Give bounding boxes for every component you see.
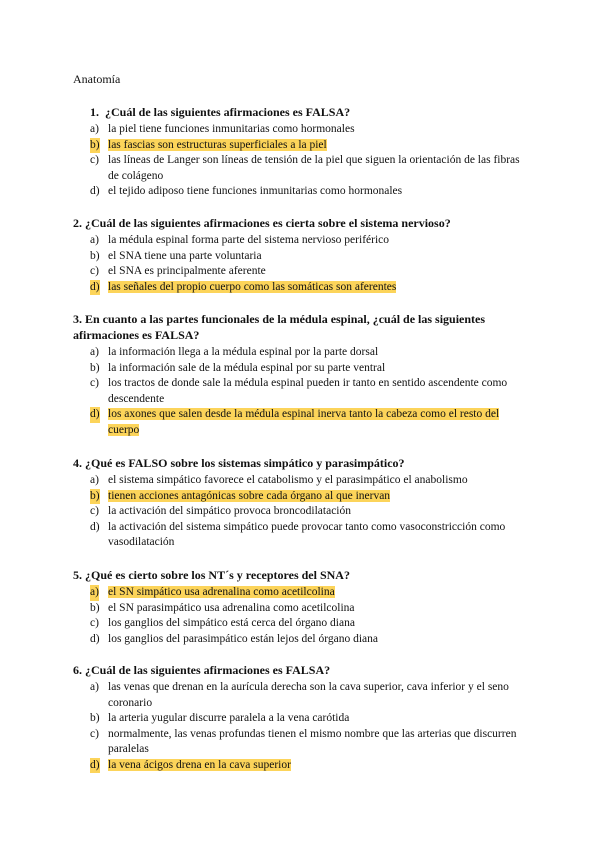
option-a — [73, 233, 533, 249]
option-letter: d) — [90, 407, 100, 423]
question-number: 6. — [73, 663, 82, 677]
option-text: tienen acciones antagónicas sobre cada órgano al que inervan — [108, 489, 391, 502]
option-d — [73, 632, 533, 648]
question-number: 5. — [73, 568, 82, 582]
option-c — [73, 264, 533, 280]
document-title: Anatomía — [73, 72, 121, 86]
option-text: el SN parasimpático usa adrenalina como acetilcolina — [108, 601, 355, 614]
question-text: En cuanto a las partes funcionales de la médula espinal, ¿cuál de las siguientes afirmaciones es FALSA? — [73, 312, 486, 342]
option-list — [73, 680, 533, 773]
option-letter: b) — [90, 601, 100, 614]
option-letter: b) — [90, 249, 100, 262]
option-text: las venas que drenan en la aurícula derecha son la cava superior, cava inferior y el seno coronario — [108, 681, 509, 709]
option-letter: a) — [90, 234, 99, 246]
question-text: ¿Qué es cierto sobre los NT´s y receptores del SNA? — [85, 568, 350, 582]
option-d — [73, 520, 533, 551]
option-text: los axones que salen desde la médula espinal inerva tanto la cabeza como el resto del cuerpo — [108, 408, 500, 436]
question-text: ¿Cuál de las siguientes afirmaciones es FALSA? — [85, 663, 331, 677]
question-title — [73, 215, 533, 231]
option-c — [73, 153, 533, 184]
question-6 — [73, 662, 533, 773]
option-c — [73, 616, 533, 632]
option-text: las fascias son estructuras superficiales a la piel — [108, 138, 327, 151]
option-letter: d) — [90, 758, 100, 774]
question-number: 1. — [90, 105, 99, 119]
question-text: ¿Qué es FALSO sobre los sistemas simpático y parasimpático? — [85, 456, 405, 470]
option-letter: a) — [90, 123, 99, 135]
option-d — [73, 280, 533, 296]
option-a — [73, 680, 533, 711]
option-a — [73, 473, 533, 489]
option-a — [73, 345, 533, 361]
question-title — [73, 104, 533, 120]
option-text: el SN simpático usa adrenalina como acetilcolina — [108, 586, 335, 598]
option-list — [73, 233, 533, 295]
question-number: 2. — [73, 216, 82, 230]
option-text: la activación del simpático provoca broncodilatación — [108, 505, 352, 517]
option-letter: c) — [90, 154, 99, 166]
option-letter: c) — [90, 377, 99, 389]
option-a — [73, 585, 533, 601]
option-letter: d) — [90, 185, 100, 197]
option-c — [73, 376, 533, 407]
option-text: la arteria yugular discurre paralela a la vena carótida — [108, 712, 350, 724]
option-text: el sistema simpático favorece el catabolismo y el parasimpático el anabolismo — [108, 474, 468, 486]
option-text: la activación del sistema simpático puede provocar tanto como vasoconstricción como vasodilatación — [108, 520, 506, 548]
question-4 — [73, 455, 533, 551]
question-title — [73, 311, 533, 343]
option-letter: b) — [90, 138, 100, 154]
option-letter: d) — [90, 632, 100, 645]
option-letter: b) — [90, 361, 100, 374]
option-text: la vena ácigos drena en la cava superior — [108, 758, 291, 771]
option-text: el SNA es principalmente aferente — [108, 265, 266, 277]
option-list — [73, 585, 533, 647]
option-text: los tractos de donde sale la médula espinal pueden ir tanto en sentido ascendente como descendente — [108, 377, 508, 405]
question-1 — [73, 104, 533, 200]
option-text: la información sale de la médula espinal por su parte ventral — [108, 361, 386, 374]
question-title — [73, 455, 533, 471]
question-number: 3. — [73, 312, 82, 326]
option-letter: d) — [90, 280, 100, 296]
option-list — [73, 473, 533, 551]
option-letter: c) — [90, 265, 99, 277]
option-text: el SNA tiene una parte voluntaria — [108, 249, 262, 262]
question-text: ¿Cuál de las siguientes afirmaciones es cierta sobre el sistema nervioso? — [85, 216, 451, 230]
option-letter: a) — [90, 474, 99, 486]
option-letter: b) — [90, 712, 100, 724]
option-text: los ganglios del parasimpático están lejos del órgano diana — [108, 632, 378, 645]
option-d — [73, 184, 533, 200]
option-c — [73, 504, 533, 520]
option-text: el tejido adiposo tiene funciones inmunitarias como hormonales — [108, 185, 403, 197]
option-text: la información llega a la médula espinal por la parte dorsal — [108, 346, 379, 358]
option-letter: a) — [90, 346, 99, 358]
question-number: 4. — [73, 456, 82, 470]
option-list — [73, 345, 533, 438]
option-letter: a) — [90, 681, 99, 693]
option-letter: a) — [90, 585, 99, 601]
option-b — [73, 249, 533, 265]
option-d — [73, 407, 533, 438]
question-5 — [73, 567, 533, 647]
question-2 — [73, 215, 533, 295]
option-b — [73, 601, 533, 617]
option-b — [73, 138, 533, 154]
option-b — [73, 711, 533, 727]
question-title — [73, 567, 533, 583]
option-b — [73, 489, 533, 505]
option-a — [73, 122, 533, 138]
option-c — [73, 727, 533, 758]
question-3 — [73, 311, 533, 438]
option-letter: c) — [90, 617, 99, 629]
option-text: la médula espinal forma parte del sistema nervioso periférico — [108, 234, 390, 246]
option-text: los ganglios del simpático está cerca del órgano diana — [108, 617, 355, 629]
option-letter: d) — [90, 520, 100, 533]
option-letter: c) — [90, 505, 99, 517]
option-letter: b) — [90, 489, 100, 505]
option-text: las señales del propio cuerpo como las somáticas son aferentes — [108, 280, 397, 293]
option-letter: c) — [90, 727, 99, 740]
option-list — [73, 122, 533, 200]
option-text: la piel tiene funciones inmunitarias como hormonales — [108, 123, 355, 135]
option-text: normalmente, las venas profundas tienen el mismo nombre que las arterias que discurren paralelas — [108, 727, 517, 755]
question-title — [73, 662, 533, 678]
option-b — [73, 361, 533, 377]
question-text: ¿Cuál de las siguientes afirmaciones es FALSA? — [105, 105, 351, 119]
option-d — [73, 758, 533, 774]
option-text: las líneas de Langer son líneas de tensión de la piel que siguen la orientación de las fibras de colágeno — [108, 154, 520, 182]
